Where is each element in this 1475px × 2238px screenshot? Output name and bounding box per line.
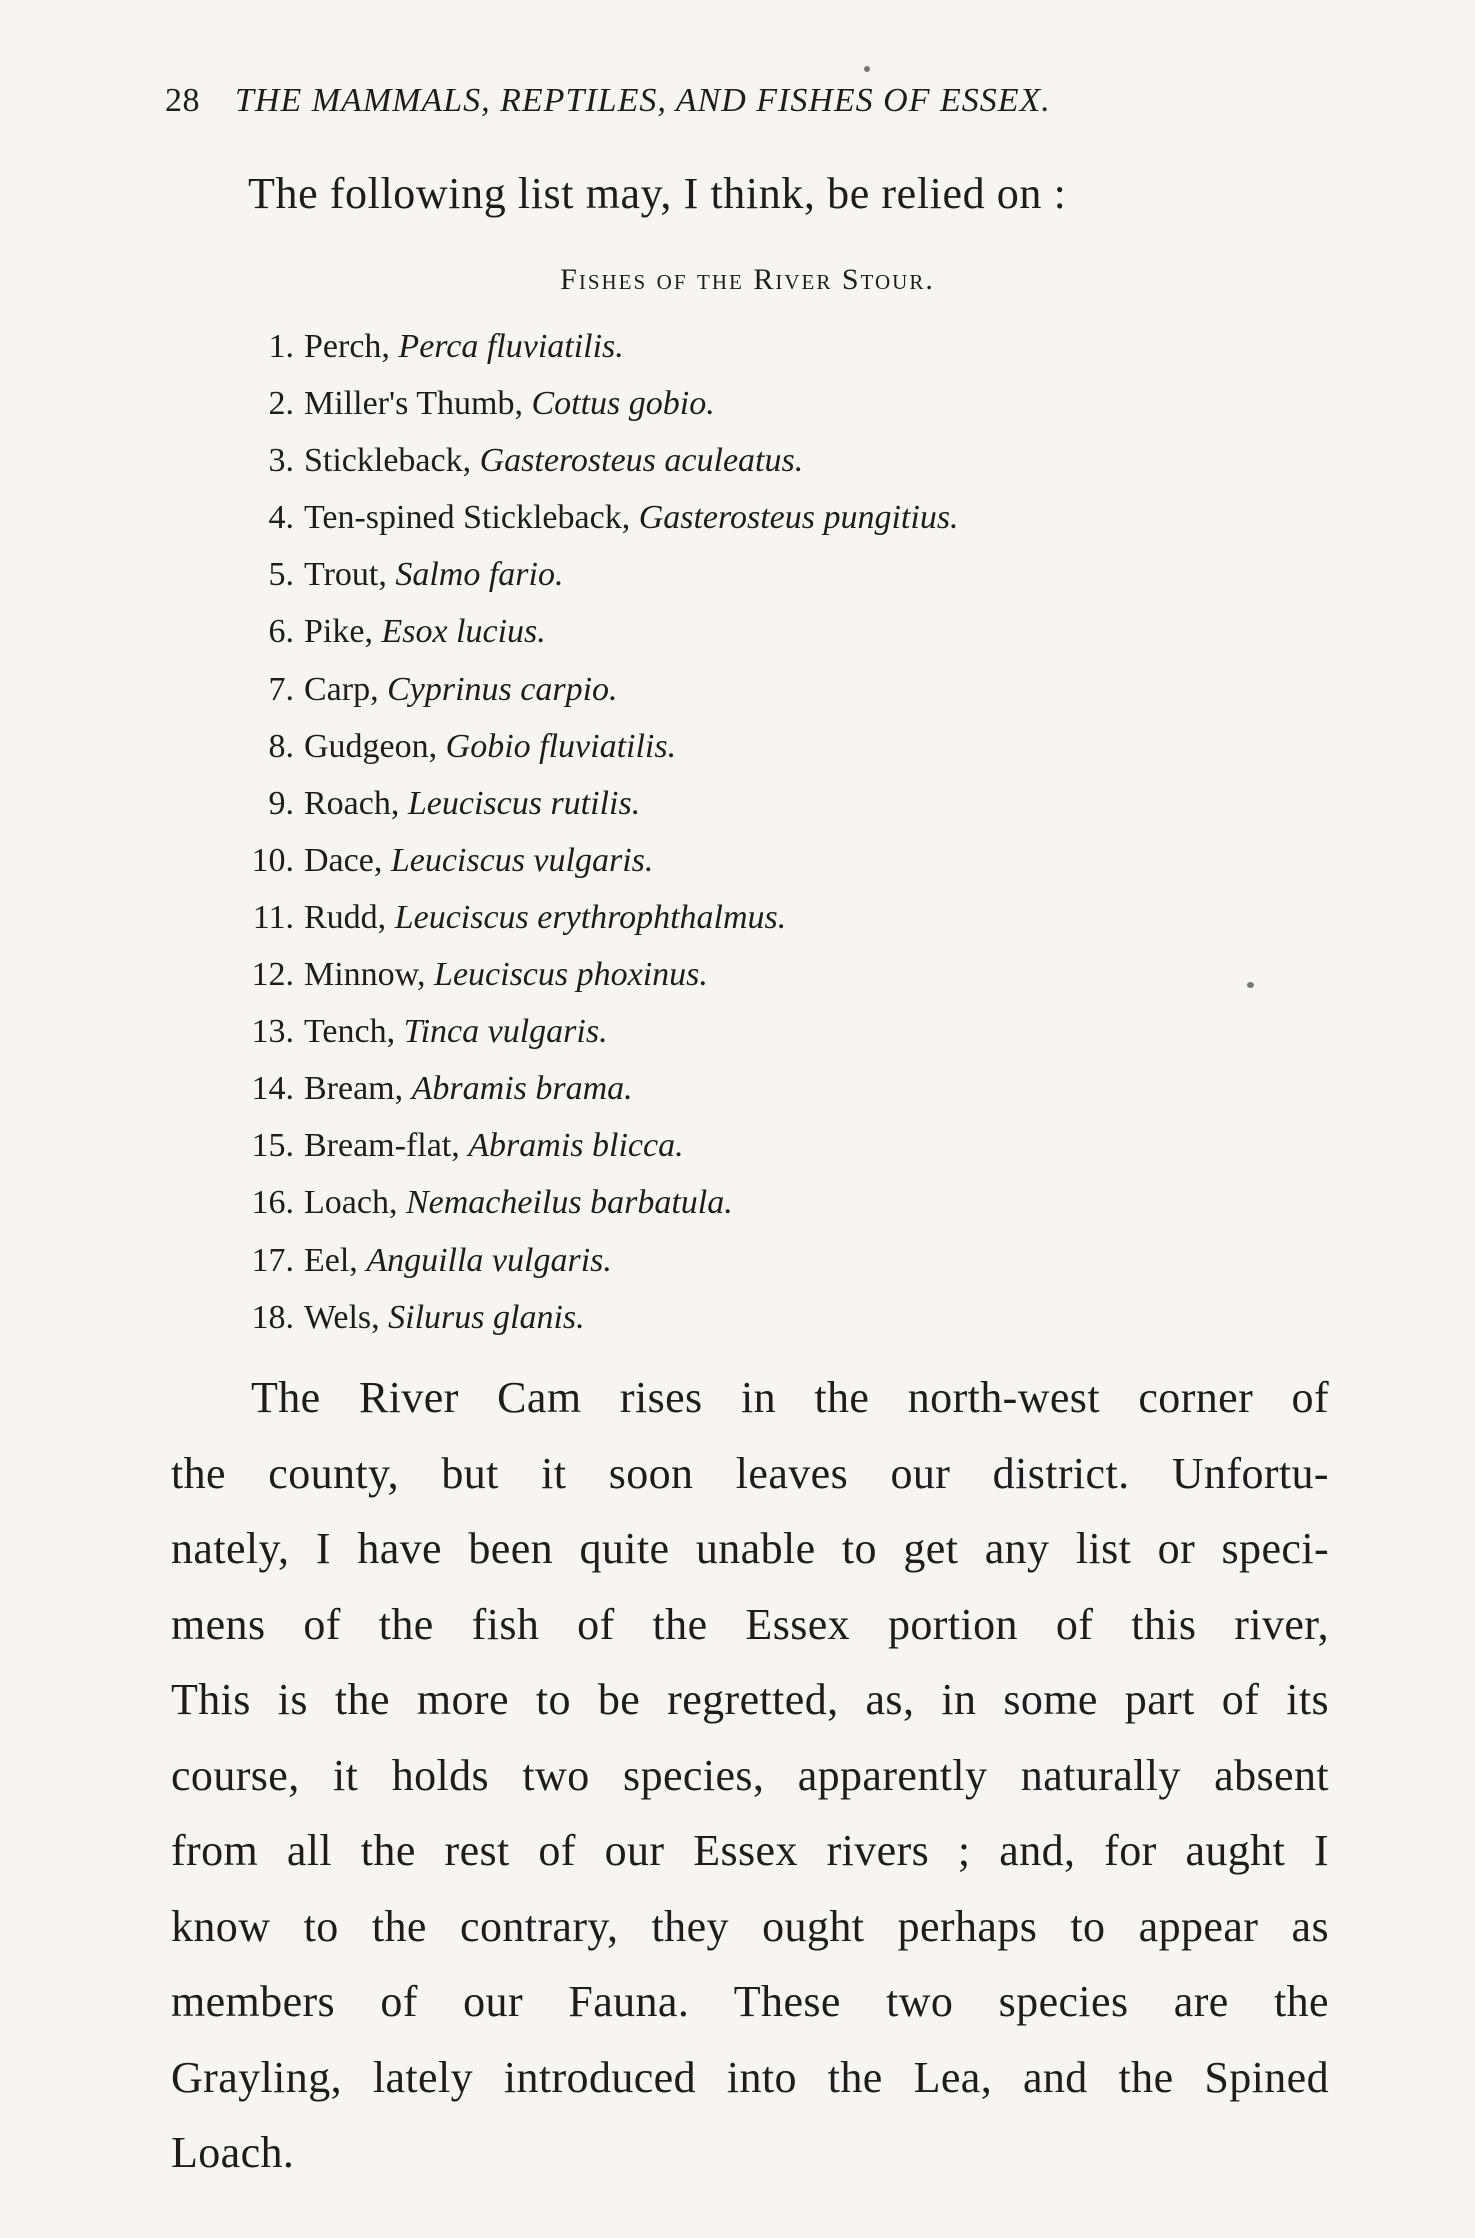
common-name: Wels, xyxy=(304,1298,380,1336)
body-line: nately, I have been quite unable to get any list or speci- xyxy=(171,1524,1329,1573)
body-line: know to the contrary, they ought perhaps to appear as xyxy=(171,1901,1329,1951)
scientific-name: Esox lucius. xyxy=(381,613,546,651)
list-item xyxy=(220,1181,959,1238)
item-number: 14. xyxy=(251,1070,294,1108)
scientific-name: Cyprinus carpio. xyxy=(387,670,618,708)
running-title: THE MAMMALS, REPTILES, AND FISHES OF ESSEX. xyxy=(235,82,1051,119)
list-item xyxy=(220,382,959,439)
common-name: Carp, xyxy=(304,670,379,708)
scientific-name: Nemacheilus barbatula. xyxy=(405,1184,733,1222)
running-head xyxy=(165,82,1255,120)
body-line: This is the more to be regretted, as, in some part of its xyxy=(171,1675,1329,1724)
list-heading: Fishes of the River Stour. xyxy=(560,263,935,296)
list-item xyxy=(220,1067,959,1124)
paper-speck xyxy=(864,66,870,72)
item-number: 8. xyxy=(268,727,294,765)
scientific-name: Perca fluviatilis. xyxy=(398,328,624,365)
scientific-name: Gasterosteus pungitius. xyxy=(638,499,959,537)
body-line: Loach. xyxy=(171,2128,295,2177)
item-number: 7. xyxy=(268,670,294,708)
list-item xyxy=(220,1124,959,1181)
common-name: Dace, xyxy=(304,841,383,879)
list-item xyxy=(220,1239,959,1296)
intro-sentence: The following list may, I think, be relied on : xyxy=(248,169,1067,218)
body-paragraph xyxy=(171,1360,1329,2191)
common-name: Roach, xyxy=(304,784,400,822)
common-name: Miller's Thumb, xyxy=(304,385,523,423)
scientific-name: Cottus gobio. xyxy=(531,385,715,423)
list-item xyxy=(220,1010,959,1067)
list-item xyxy=(220,725,959,782)
scientific-name: Salmo fario. xyxy=(395,556,564,594)
common-name: Gudgeon, xyxy=(304,727,438,765)
item-number: 11. xyxy=(252,898,294,936)
item-number: 9. xyxy=(268,784,294,822)
list-item xyxy=(220,782,959,839)
item-number: 17. xyxy=(251,1241,294,1279)
item-number: 15. xyxy=(251,1127,294,1165)
common-name: Perch, xyxy=(304,328,390,365)
common-name: Pike, xyxy=(304,613,373,651)
item-number: 13. xyxy=(251,1013,294,1051)
common-name: Minnow, xyxy=(304,956,426,994)
item-number: 2. xyxy=(268,385,294,423)
common-name: Ten-spined Stickleback, xyxy=(304,499,631,537)
item-number: 6. xyxy=(268,613,294,651)
common-name: Bream, xyxy=(304,1070,404,1108)
scientific-name: Tinca vulgaris. xyxy=(403,1013,608,1051)
body-line: Grayling, lately introduced into the Lea, and the Spined xyxy=(171,2052,1329,2102)
body-line: from all the rest of our Essex rivers ; and, for aught I xyxy=(171,1826,1329,1875)
body-line: mens of the fish of the Essex portion of this river, xyxy=(171,1599,1329,1649)
scientific-name: Silurus glanis. xyxy=(388,1298,585,1336)
common-name: Loach, xyxy=(304,1184,398,1222)
scientific-name: Leuciscus vulgaris. xyxy=(390,841,654,879)
common-name: Bream-flat, xyxy=(304,1127,460,1165)
item-number: 16. xyxy=(251,1184,294,1222)
scientific-name: Leuciscus rutilis. xyxy=(407,784,641,822)
page-number: 28 xyxy=(165,82,200,119)
fish-list xyxy=(220,325,959,1353)
common-name: Stickleback, xyxy=(304,442,472,480)
list-item xyxy=(220,1296,959,1353)
item-number: 12. xyxy=(251,956,294,994)
common-name: Rudd, xyxy=(304,898,387,936)
list-item xyxy=(220,610,959,667)
list-item xyxy=(220,839,959,896)
list-item xyxy=(220,953,959,1010)
scientific-name: Leuciscus erythrophthalmus. xyxy=(394,898,787,936)
common-name: Tench, xyxy=(304,1013,396,1051)
body-line: members of our Fauna. These two species are the xyxy=(171,1977,1329,2026)
scientific-name: Abramis blicca. xyxy=(468,1127,684,1165)
scientific-name: Leuciscus phoxinus. xyxy=(434,956,708,994)
list-item xyxy=(220,325,959,382)
item-number: 4. xyxy=(268,499,294,537)
item-number: 18. xyxy=(251,1298,294,1336)
list-item xyxy=(220,668,959,725)
item-number: 10. xyxy=(251,841,294,879)
body-line: the county, but it soon leaves our district. Unfortu- xyxy=(171,1448,1329,1498)
list-item xyxy=(220,553,959,610)
scientific-name: Anguilla vulgaris. xyxy=(366,1241,612,1279)
scientific-name: Gobio fluviatilis. xyxy=(445,727,677,765)
item-number: 3. xyxy=(268,442,294,480)
item-number: 5. xyxy=(268,556,294,594)
list-item xyxy=(220,496,959,553)
scientific-name: Gasterosteus aculeatus. xyxy=(479,442,804,480)
body-line: The River Cam rises in the north-west corner of xyxy=(251,1373,1329,1422)
list-item xyxy=(220,896,959,953)
scientific-name: Abramis brama. xyxy=(411,1070,633,1108)
body-line: course, it holds two species, apparently naturally absent xyxy=(171,1750,1329,1800)
common-name: Eel, xyxy=(304,1241,358,1279)
item-number: 1. xyxy=(268,328,294,365)
common-name: Trout, xyxy=(304,556,387,594)
list-item xyxy=(220,439,959,496)
paper-speck xyxy=(1247,982,1254,988)
